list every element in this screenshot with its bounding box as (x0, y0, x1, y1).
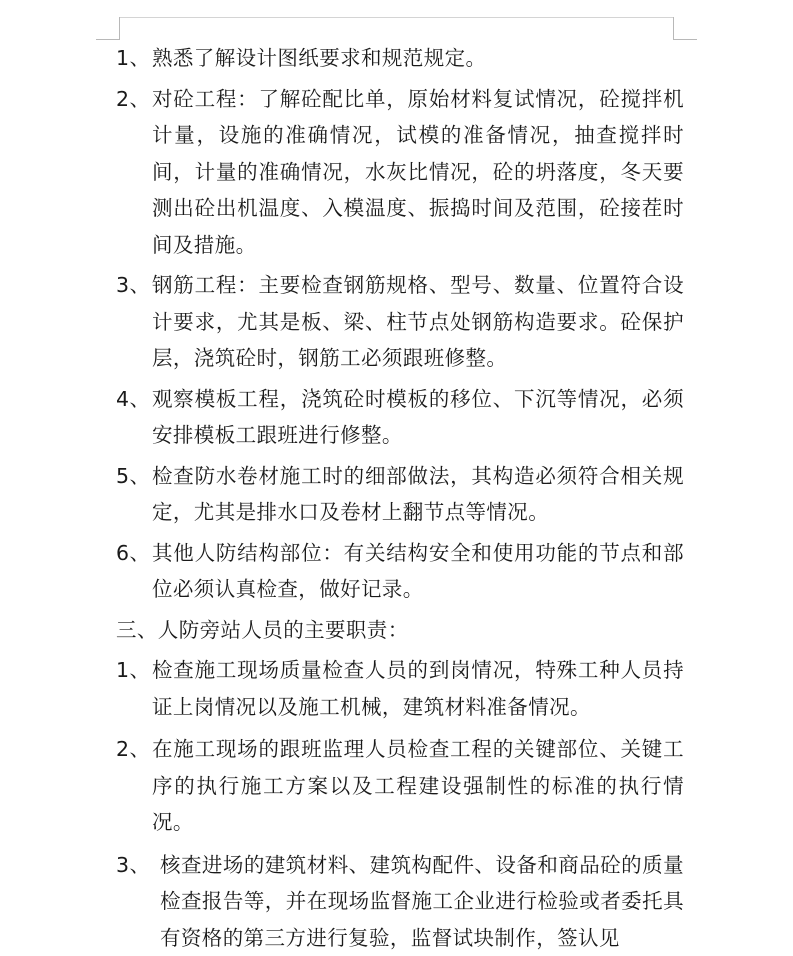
list-text: 检查防水卷材施工时的细部做法，其构造必须符合相关规定，尤其是排水口及卷材上翻节点等情况。 (152, 458, 684, 531)
list-item (116, 652, 684, 725)
list-item (116, 40, 684, 77)
page-top-border (119, 17, 674, 18)
document-body (116, 40, 684, 956)
list-number: 3、 (116, 267, 152, 377)
list-number: 6、 (116, 535, 152, 608)
list-text: 在施工现场的跟班监理人员检查工程的关键部位、关键工序的执行施工方案以及工程建设强制性的标准的执行情况。 (152, 731, 684, 841)
list-text: 对砼工程：了解砼配比单，原始材料复试情况，砼搅拌机计量，设施的准确情况，试模的准备情况，抽查搅拌时间，计量的准确情况，水灰比情况，砼的坍落度，冬天要测出砼出机温度、入模温度、振捣时间及范围，砼接茬时间及措施。 (152, 81, 684, 264)
list-item (116, 731, 684, 841)
list-text: 检查施工现场质量检查人员的到岗情况，特殊工种人员持证上岗情况以及施工机械，建筑材料准备情况。 (152, 652, 684, 725)
left-corner-mark-vertical (119, 17, 120, 40)
list-text: 观察模板工程，浇筑砼时模板的移位、下沉等情况，必须安排模板工跟班进行修整。 (152, 381, 684, 454)
list-number: 1、 (116, 652, 152, 725)
list-item (116, 81, 684, 264)
list-number: 1、 (116, 40, 152, 77)
section-heading: 三、人防旁站人员的主要职责： (116, 612, 684, 649)
list-number: 4、 (116, 381, 152, 454)
list-text: 钢筋工程：主要检查钢筋规格、型号、数量、位置符合设计要求，尤其是板、梁、柱节点处钢筋构造要求。砼保护层，浇筑砼时，钢筋工必须跟班修整。 (152, 267, 684, 377)
list-item (116, 458, 684, 531)
list-number: 5、 (116, 458, 152, 531)
right-corner-mark-vertical (673, 17, 674, 40)
list-item (116, 381, 684, 454)
list-text: 其他人防结构部位：有关结构安全和使用功能的节点和部位必须认真检查，做好记录。 (152, 535, 684, 608)
list-number: 2、 (116, 731, 152, 841)
list-number: 3、 (116, 847, 160, 956)
list-item (116, 535, 684, 608)
list-text: 熟悉了解设计图纸要求和规范规定。 (152, 40, 684, 77)
list-number: 2、 (116, 81, 152, 264)
list-item (116, 267, 684, 377)
list-text: 核查进场的建筑材料、建筑构配件、设备和商品砼的质量检查报告等，并在现场监督施工企业进行检验或者委托具有资格的第三方进行复验，监督试块制作，签认见 (160, 847, 684, 956)
